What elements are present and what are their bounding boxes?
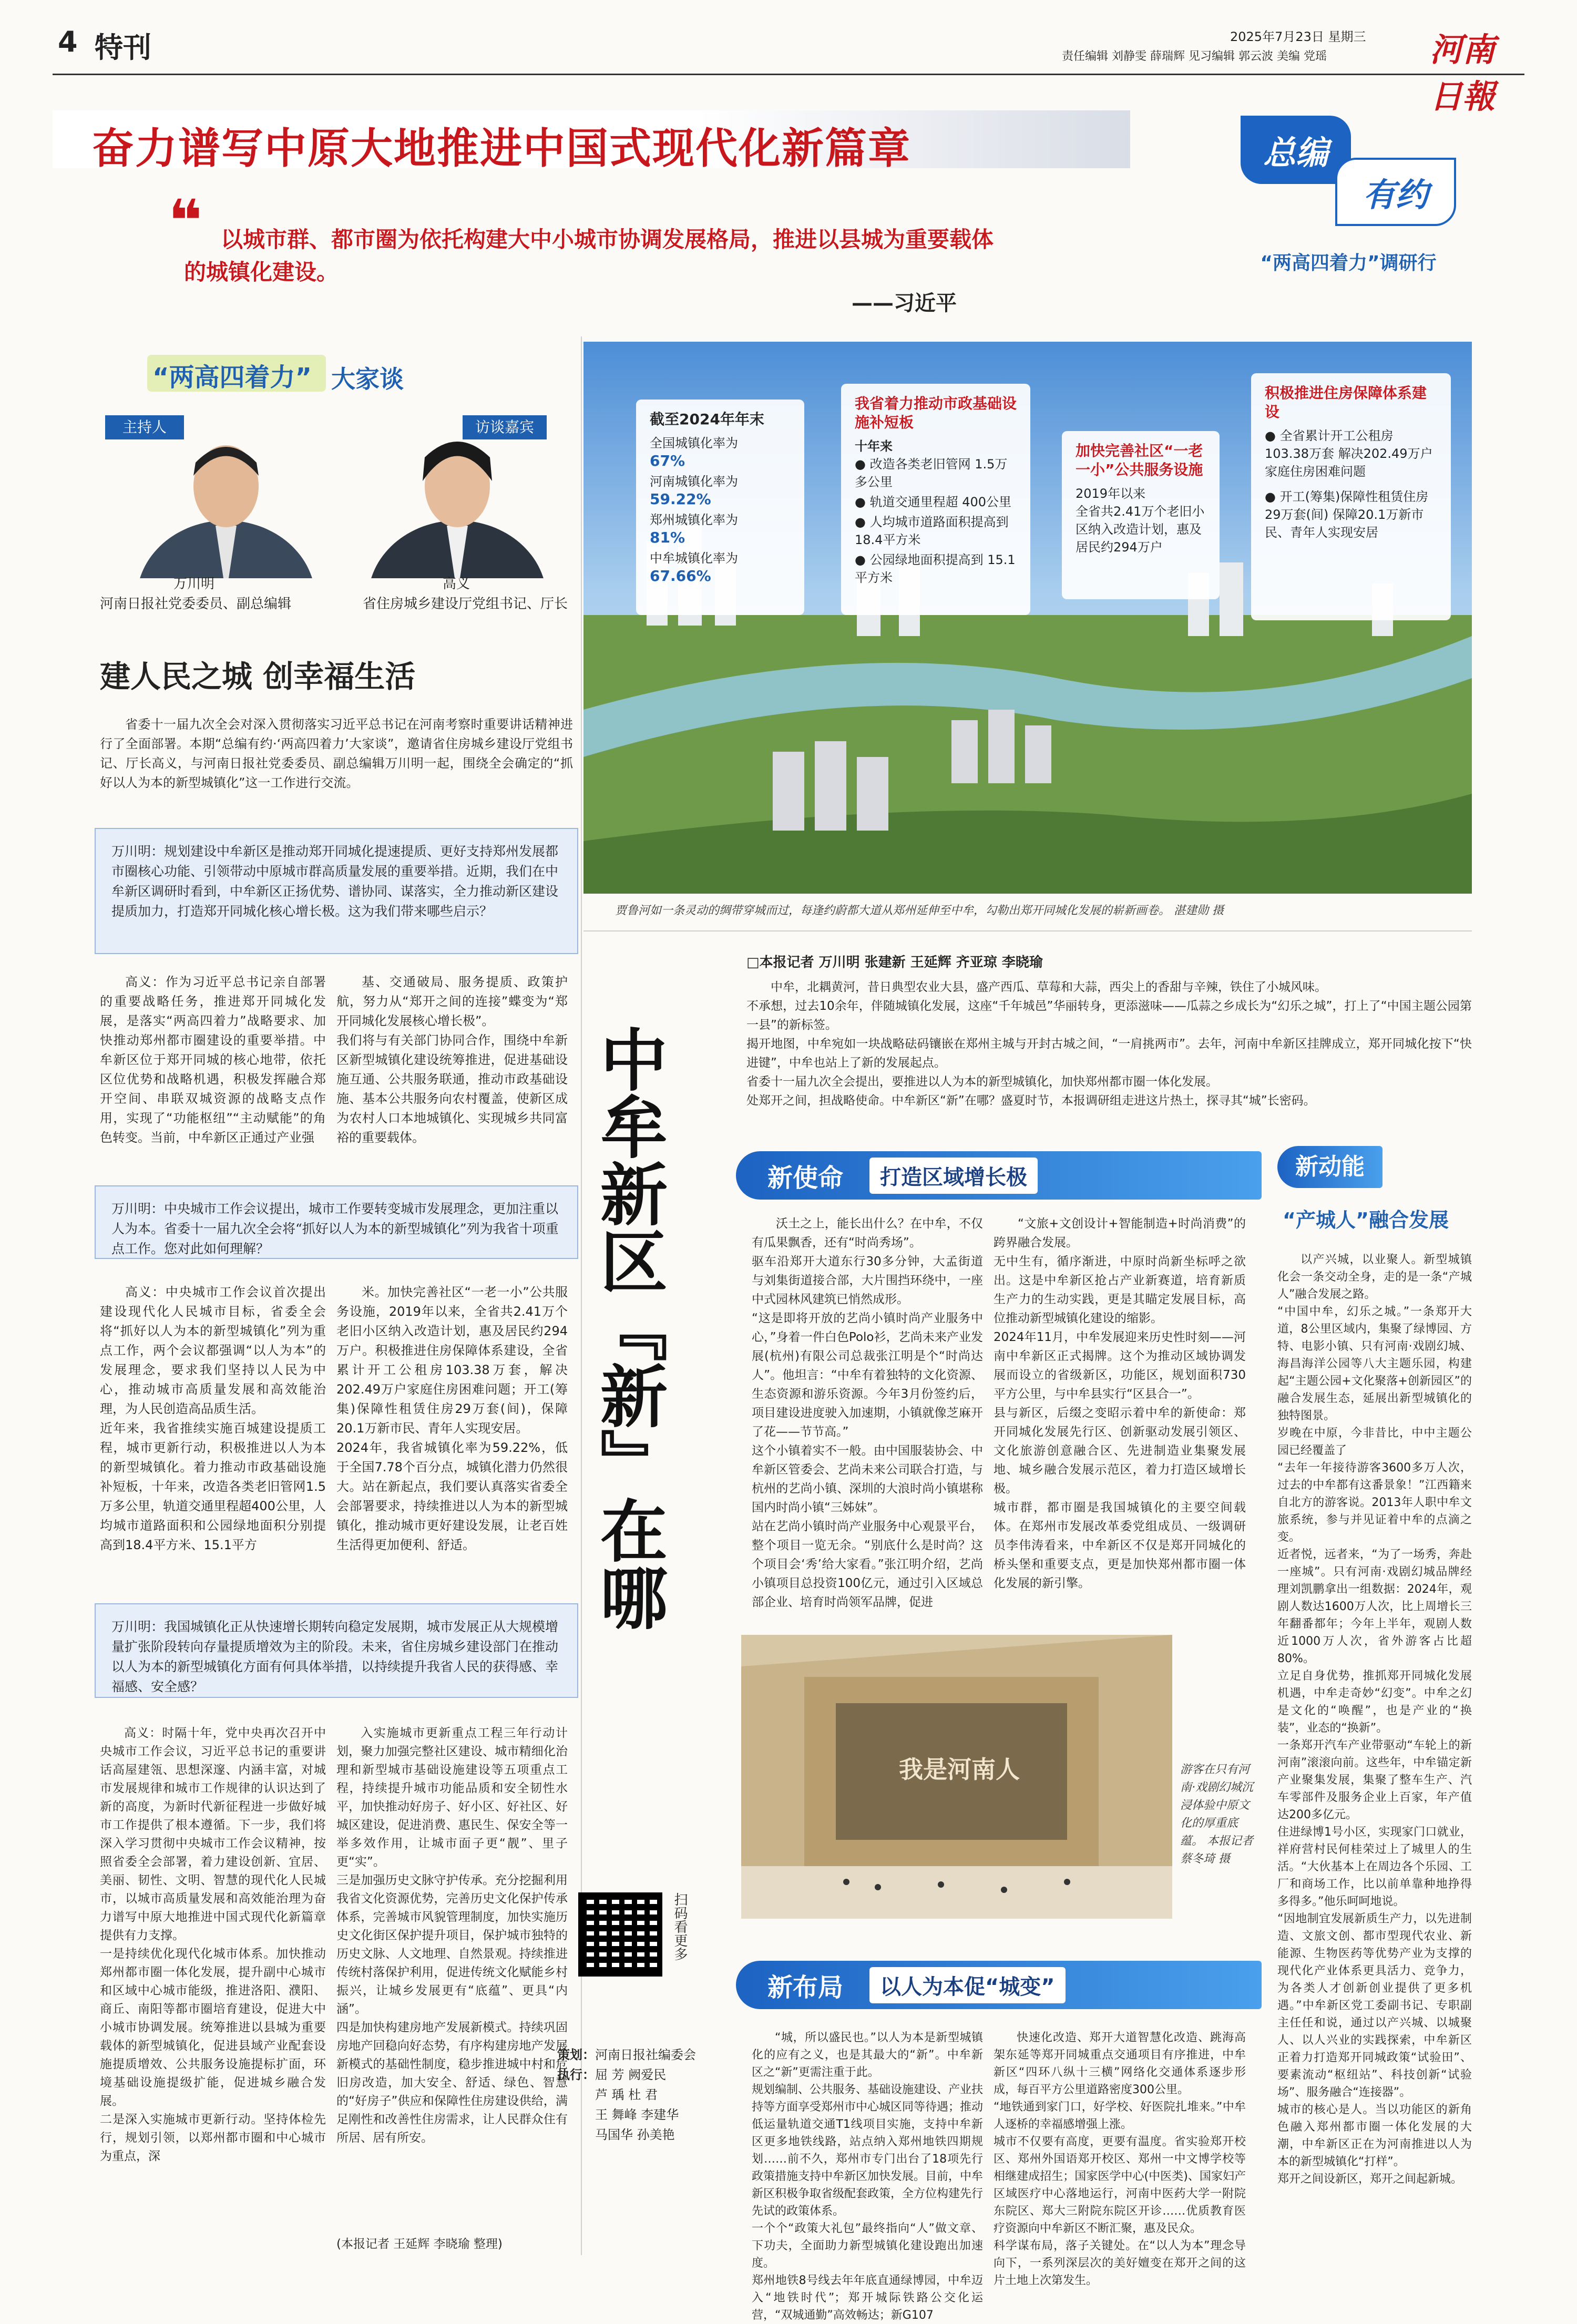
- answer-2-col1: [100, 1283, 326, 1555]
- answer-1-col1-text: 高义：作为习近平总书记亲自部署的重要战略任务，推进郑开同城化发展，是落实“两高四着力”战略要求、加快推动郑州都市圈建设的重要举措。中牟新区位于郑开同城的核心地带，依托区位优势和战略机遇，积极发挥融合郑开空间、串联双城资源的战略支点作用，实现了“功能枢纽”“主动赋能”的角色转变。当前，中牟新区正通过产业强: [100, 975, 326, 1145]
- section3-col2-text: 快速化改造、郑开大道智慧化改造、跳海高架东延等郑开同城重点交通项目有序推进，中牟新区“四环八纵十三横”网络化交通体系逐步形成，每百平方公里道路密度300公里。 “地铁通到家门口，好学校、好医院扎堆来。”中牟人逐桥的幸福感增强上涨。 城市不仅要有高度，更要有温度。省实验郑开校区、郑州外国语郑开校区、郑州一中文博学校等相继建成招生；国家医学中心(中医类)、国家妇产区域医疗中心落地运行，河南中医药大学一附院东院区、郑大三附院东院区开诊……优质教育医疗资源向中牟新区不断汇聚，惠及民众。 科学谋布局，落子关键处。在“以人为本”理念导向下，一系列深层次的美好嬗变在郑开之间的这片土地上次第发生。: [994, 2031, 1246, 2287]
- theatre-photo: [741, 1635, 1172, 1919]
- stat-box-community-text: 全省共2.41万个老旧小区纳入改造计划，惠及居民约294万户: [1076, 504, 1205, 555]
- stat-box-infrastructure: [841, 384, 1030, 615]
- answer-1-col2-text: 基、交通破局、服务提质、政策护航，努力从“郑开之间的连接”蝶变为“郑开同城化发展核心增长极”。 我们将与有关部门协同合作，围绕中牟新区新型城镇化建设统筹推进，促进基础设施互通、公共服务联通，推动市政基础设施、基本公共服务向农村覆盖，使新区成为农村人口本地城镇化、实现城乡共同富裕的重要载体。: [336, 975, 568, 1145]
- host-tag: 主持人: [105, 415, 184, 439]
- answer-3-col1-text: 高义：时隔十年，党中央再次召开中央城市工作会议，习近平总书记的重要讲话高屋建瓴、思想深邃、内涵丰富，对城市发展规律和城市工作规律的认识达到了新的高度，为新时代新征程进一步做好城市工作提供了根本遵循。下一步，我们将深入学习贯彻中央城市工作会议精神，按照省委全会部署，着力建设创新、宜居、美丽、韧性、文明、智慧的现代化人民城市，以城市高质量发展和高效能治理为奋力谱写中原大地推进中国式现代化新篇章提供有力支撑。 一是持续优化现代化城市体系。加快推动郑州都市圈一体化发展，提升副中心城市和区域中心城市能级，推进洛阳、濮阳、商丘、南阳等都市圈培育建设，促进大中小城市协调发展。统筹推进以县城为重要载体的新型城镇化，促进县域产业配套设施提质增效、公共服务设施提标扩面，环境基础设施提级扩能，促进城乡融合发展。 二是深入实施城市更新行动。坚持体检先行，规划引领，以郑州都市圈和中心城市为重点，深: [100, 1726, 326, 2163]
- section3-col1: [752, 2029, 983, 2324]
- stat-label: 河南城镇化率为: [650, 474, 738, 489]
- stat-item: [650, 549, 791, 586]
- section-new-layout-tag: 新布局: [767, 1972, 844, 2002]
- stat-item: [650, 473, 791, 509]
- series-tag-part1: 总编: [1241, 116, 1351, 184]
- section-new-momentum-tag: 新动能: [1277, 1146, 1383, 1188]
- credits-exec-row: [557, 2065, 731, 2085]
- talk-intro: [100, 715, 573, 793]
- stat-text: 轨道交通里程超 400公里: [869, 495, 1012, 509]
- stat-label: 中牟城镇化率为: [650, 551, 738, 566]
- stat-box-infrastructure-sub: 十年来: [855, 439, 893, 454]
- feature-divider: [583, 930, 1472, 931]
- answer-3-col1: [100, 1724, 326, 2166]
- section-new-mission: [736, 1151, 1262, 1200]
- credits-plan: 河南日报社编委会: [595, 2047, 696, 2062]
- stat-label: 郑州城镇化率为: [650, 513, 738, 527]
- leader-quote: 以城市群、都市圈为依托构建大中小城市协调发展格局，推进以县城为重要载体的城镇化建设。: [184, 227, 994, 285]
- stat-item: ● 开工(筹集)保障性租赁住房 29万套(间) 保障20.1万新市民、青年人实现安居: [1265, 489, 1429, 540]
- stat-text: 开工(筹集)保障性租赁住房 29万套(间) 保障20.1万新市民、青年人实现安居: [1265, 489, 1429, 540]
- series-tag-part2: 有约: [1335, 158, 1456, 226]
- feature-byline: □本报记者 万川明 张建新 王延辉 齐亚琼 李晓瑜: [746, 955, 1043, 970]
- answer-1-col2: [336, 972, 568, 1148]
- quote-author: ——习近平: [852, 291, 957, 315]
- stat-value: 67%: [650, 452, 685, 469]
- talk-banner-title: “两高四着力”: [152, 363, 312, 392]
- host-name: 万川明: [173, 576, 215, 592]
- stat-box-infrastructure-title: 我省着力推动市政基础设施补短板: [855, 395, 1017, 431]
- credits-plan-label: 策划：: [557, 2047, 595, 2062]
- guest-name: 高义: [443, 576, 470, 592]
- answer-2-col2-text: 米。加快完善社区“一老一小”公共服务设施，2019年以来，全省共2.41万个老旧小区纳入改造计划，惠及居民约294万户。积极推进住房保障体系建设，全省累计开工公租房103.38万套，解决202.49万户家庭住房困难问题；开工(筹集)保障性租赁住房29万套(间)，保障20.1万新市民、青年人实现安居。 2024年，我省城镇化率为59.22%，低于全国7.78个百分点，城镇化潜力仍然很大。站在新起点，我们要认真落实省委全会部署要求，持续推进以人为本的新型城镇化，推动城市更好建设发展，让老百姓生活得更加便利、舒适。: [336, 1285, 568, 1552]
- stat-item: ● 轨道交通里程超 400公里: [855, 495, 1012, 509]
- stat-item: ● 公园绿地面积提高到 15.1平方米: [855, 552, 1016, 585]
- answer-1-col1: [100, 972, 326, 1148]
- series-subtitle: “两高四着力”调研行: [1260, 252, 1437, 274]
- answer-3-col2: [336, 1724, 568, 2147]
- page-number: 4: [58, 25, 78, 58]
- stat-label: 全国城镇化率为: [650, 436, 738, 451]
- editor-credits: 责任编辑 刘静雯 薛瑞辉 见习编辑 郭云波 美编 党瑶: [1062, 50, 1327, 63]
- section3-col1-text: “城，所以盛民也。”以人为本是新型城镇化的应有之义，也是其最大的“新”。中牟新区之“新”更需注重于此。 规划编制、公共服务、基础设施建设、产业扶持等方面享受郑州市中心城区同等待遇；推动低运量轨道交通T1线项目实施，支持中牟新区更多地铁线路，站点纳入郑州地铁四期规划……前不久，郑州市专门出台了18项先行政策措施支持中牟新区加快发展。目前，中牟新区积极争取省级配套政策，全方位构建先行先试的政策体系。 一个个“政策大礼包”最终指向“人”做文章、下功夫，全面助力新型城镇化建设跑出加速度。 郑州地铁8号线去年年底直通绿博园，中牟迈入“地铁时代”；郑开城际铁路公交化运营，“双城通勤”高效畅达；新G107: [752, 2031, 984, 2322]
- question-2-text: 万川明：中央城市工作会议提出，城市工作要转变城市发展理念，更加注重以人为本。省委十一届九次全会将“抓好以人为本的新型城镇化”列为我省十项重点工作。您对此如何理解？: [111, 1201, 559, 1256]
- guest-title: 省住房城乡建设厅党组书记、厅长: [363, 596, 568, 612]
- guest-portrait-icon: [368, 426, 547, 578]
- section1-col1: [752, 1214, 983, 1612]
- stat-item: ● 改造各类老旧管网 1.5万多公里: [855, 457, 1008, 489]
- issue-date: 2025年7月23日 星期三: [1230, 29, 1366, 44]
- credits-exec-label: 执行：: [557, 2067, 595, 2082]
- section-new-momentum: [1272, 1146, 1472, 1241]
- stat-box-housing-title: 积极推进住房保障体系建设: [1265, 384, 1427, 421]
- stat-box-community-sub: 2019年以来: [1076, 486, 1146, 501]
- stat-box-housing: [1251, 373, 1451, 620]
- stat-item: ● 全省累计开工公租房 103.38万套 解决202.49万户 家庭住房困难问题: [1265, 428, 1433, 479]
- answer-3-col2-text: 入实施城市更新重点工程三年行动计划，聚力加强完整社区建设、城市精细化治理和新型城市基础设施建设等五项重点工程，持续提升城市功能品质和安全韧性水平，加快推动好房子、好小区、好社区、好城区建设，促进消费、惠民生、保安全等一举多效作用，让城市面子更“靓”、里子更“实”。 三是加强历史文脉守护传承。充分挖掘利用我省文化资源优势，完善历史文化保护传承体系，完善城市风貌管理制度，加快实施历史文化街区保护提升项目，保护城市独特的历史文脉、人文地理、自然景观。持续推进传统村落保护利用，促进传统文化赋能乡村振兴，让城乡发展更有“底蕴”、更具“内涵”。 四是加快构建房地产发展新模式。持续巩固房地产回稳向好态势，有序构建房地产发展新模式的基础性制度，稳步推进城中村和危旧房改造，加大安全、舒适、绿色、智慧的“好房子”供应和保障性住房建设供给，满足刚性和改善性住房需求，让人民群众住有所居、居有所安。: [336, 1726, 568, 2145]
- credits: [557, 2045, 731, 2145]
- theatre-sign: 我是河南人: [899, 1755, 1020, 1784]
- stat-text: 改造各类老旧管网 1.5万多公里: [855, 457, 1008, 489]
- section-new-mission-title: 打造区域增长极: [869, 1158, 1038, 1194]
- section3-col2: [994, 2029, 1246, 2289]
- section1-col1-text: 沃土之上，能长出什么？在中牟，不仅有瓜果飘香，还有“时尚秀场”。 驱车沿郑开大道东行30多分钟，大孟街道与刘集街道接合部，大片围挡环绕中，一座中式园林风建筑已悄然成形。 “这是即将开放的艺尚小镇时尚产业服务中心，”身着一件白色Polo衫，艺尚未来产业发展(杭州)有限公司总裁张江明是个“时尚达人”。他坦言：“中牟有着独特的文化资源、生态资源和游乐资源。今年3月份签约后，项目建设进度驶入加速期，小镇就像芝麻开了花——节节高。” 这个小镇着实不一般。由中国服装协会、中牟新区管委会、艺尚未来公司联合打造，与杭州的艺尚小镇、深圳的大浪时尚小镇堪称国内时尚小镇“三姊妹”。 站在艺尚小镇时尚产业服务中心观景平台，整个项目一览无余。“别底什么是时尚？这个项目会‘秀’给大家看。”张江明介绍，艺尚小镇项目总投资100亿元，通过引入区域总部企业、培育时尚领军品牌，促进: [752, 1217, 983, 1609]
- section-new-layout: [736, 1961, 1262, 2009]
- feature-lead: [746, 978, 1472, 1110]
- stat-item: ● 人均城市道路面积提高到 18.4平方米: [855, 515, 1009, 547]
- stat-text: 人均城市道路面积提高到 18.4平方米: [855, 515, 1009, 547]
- stat-value: 59.22%: [650, 490, 711, 508]
- talk-intro-text: 省委十一届九次全会对深入贯彻落实习近平总书记在河南考察时重要讲话精神进行了全面部署。本期“总编有约·‘两高四着力’大家谈”，邀请省住房城乡建设厅党组书记、厅长高义，与河南日报社党委委员、副总编辑万川明一起，围绕全会确定的“抓好以人为本的新型城镇化”这一工作进行交流。: [100, 717, 573, 790]
- question-1-text: 万川明：规划建设中牟新区是推动郑开同城化提速提质、更好支持郑州发展都市圈核心功能、引领带动中原城市群高质量发展的重要举措。近期，我们在中牟新区调研时看到，中牟新区正扬优势、谱协同、谋落实，全力推动新区建设提质加力，打造郑开同城化核心增长极。这为我们带来哪些启示？: [111, 844, 559, 919]
- credits-exec-name: 屈 芳 阙爱民: [595, 2067, 667, 2082]
- section1-col2-text: “文旅+文创设计+智能制造+时尚消费”的跨界融合发展。 无中生有，循序渐进，中原时尚新坐标呼之欲出。这是中牟新区抢占产业新赛道，培育新质生产力的生动实践，更是其瞄定发展目标，高位推动新型城镇化建设的缩影。 2024年11月，中牟发展迎来历史性时刻——河南中牟新区正式揭牌。这个为推动区域协调发展而设立的省级新区，功能区，规划面积730平方公里，与中牟县实行“区县合一”。 县与新区，后缀之变昭示着中牟的新使命：郑开同城化发展先行区、创新驱动发展引领区、文化旅游创意融合区、先进制造业集聚发展地、城乡融合发展示范区，着力打造区域增长极。 城市群，都市圈是我国城镇化的主要空间载体。在郑州市发展改革委党组成员、一级调研员李伟涛看来，中牟新区不仅是郑开同城化的桥头堡和重要支点，更是加快郑州都市圈一体化发展的新引擎。: [994, 1217, 1246, 1590]
- stat-item: [650, 434, 791, 470]
- stat-value: 81%: [650, 529, 685, 546]
- credits-exec-row: 芦 瑀 杜 君: [595, 2087, 658, 2102]
- question-1: [95, 828, 578, 954]
- masthead-divider: [53, 74, 1524, 75]
- talk-heading: 建人民之城 创幸福生活: [100, 659, 416, 694]
- section-new-momentum-title: “产城人”融合发展: [1283, 1209, 1449, 1232]
- question-2: [95, 1185, 578, 1259]
- talk-banner: [147, 350, 442, 397]
- answer-2-col1-text: 高义：中央城市工作会议首次提出建设现代化人民城市目标，省委全会将“抓好以人为本的新型城镇化”列为重点工作，两个会议都强调“以人为本”的发展理念，要求我们坚持以人民为中心，推动城市高质量发展和高效能治理，为人民创造高品质生活。 近年来，我省推续实施百城建设提质工程，城市更新行动，积极推进以人为本的新型城镇化。着力推动市政基础设施补短板，十年来，改造各类老旧管网1.5万多公里，轨道交通里程超400公里，人均城市道路面积和公园绿地面积分别提高到18.4平方米、15.1平方: [100, 1285, 326, 1552]
- feature-lead-text: 中牟，北耦黄河，昔日典型农业大县，盛产西瓜、草莓和大蒜，西尖上的香甜与辛辣，铁住了小城风味。 不承想，过去10余年，伴随城镇化发展，这座“千年城邑”华丽转身，更添滋味——瓜蒜之乡成长为“幻乐之城”，打上了“中国主题公园第一县”的新标签。 揭开地图，中牟宛如一块战略砝码镶嵌在郑州主城与开封古城之间，“一肩挑两市”。去年，河南中牟新区挂牌成立，郑开同城化按下“快进键”，中牟也站上了新的发展起点。 省委十一届九次全会提出，要推进以人为本的新型城镇化，加快郑州都市圈一体化发展。 处郑开之间，担战略使命。中牟新区“新”在哪？盛夏时节，本报调研组走进这片热土，探寻其“城”长密码。: [746, 980, 1472, 1108]
- qr-code[interactable]: [578, 1892, 662, 1977]
- photo-caption: 贾鲁河如一条灵动的绸带穿城而过，每逢约蔚都大道从郑州延伸至中牟，勾勒出郑开同城化发展的崭新画卷。 湛建勋 摄: [615, 904, 1224, 917]
- theatre-caption: 游客在只有河南·戏剧幻城沉浸体验中原文化的厚重底蕴。 本报记者 蔡冬琦 摄: [1180, 1763, 1253, 1866]
- qr-label: 扫码看更多: [672, 1892, 688, 1961]
- headline: 奋力谱写中原大地推进中国式现代化新篇章: [92, 124, 911, 173]
- stat-box-community: [1062, 431, 1220, 599]
- answer-2-col2: [336, 1283, 568, 1555]
- stat-item: [650, 511, 791, 547]
- host-title: 河南日报社党委委员、副总编辑: [100, 596, 292, 612]
- series-tag: [1225, 105, 1472, 279]
- section2-text-body: 以产兴城，以业聚人。新型城镇化会一条交动全身，走的是一条“产城人”融合发展之路。 “中国中牟，幻乐之城。”一条郑开大道，8公里区域内，集聚了绿博园、方特、电影小镇、只有河南·戏剧幻城、海昌海洋公园等八大主题乐园，构建起“主题公园+文化聚落+创新园区”的融合发展生态，延展出新型城镇化的独特图景。 岁晚在中原，今非昔比，中中主题公园已经覆盖了 “去年一年接待游客3600多万人次，过去的中牟都有这番景象！”江西籍来自北方的游客说。2013年人职中牟文旅系统，参与并见证着中牟的点滴之变。 近者悦，远者来，“为了一场秀，奔赴一座城”。只有河南·戏剧幻城品牌经理刘凯鹏拿出一组数据：2024年，观剧人数达1600万人次，比上周增长三年翻番都年；今年上半年，观剧人数近1000万人次，省外游客占比超80%。 立足自身优势，推抓郑开同城化发展机遇，中牟走奇妙“幻变”。中牟之幻是文化的“唤醒”，也是产业的“换装”，业态的“换新”。 一条郑开汽车产业带驱动“车轮上的新河南”滚滚向前。这些年，中牟锚定新产业聚集发展，集聚了整车生产、汽车零部件及服务企业上百家，年产值达200多亿元。 住进绿博1号小区，实现家门口就业，祥府营村民何桂荣过上了城里人的生活。“大伙基本上在周边各个乐园、工厂和商场工作，比以前单靠种地挣得多得多。”他乐呵呵地说。 “因地制宜发展新质生产力，以先进制造、文旅文创、都市型现代农业、新能源、生物医药等优势产业为支撑的现代化产业体系更具活力、竞争力，为各类人才创新创业提供了更多机遇。”中牟新区党工委副书记、专职副主任任和说，通过以产兴城、以城聚人、以人兴业的实践探索，中牟新区正着力打造郑开同城政策“试验田”、要素流动“枢纽站”、科技创新“试验场”、服务融合“连接器”。 城市的核心是人。当以功能区的新角色融入郑州都市圈一体化发展的大潮，中牟新区正在为河南推进以人为本的新型城镇化“打样”。 郑开之间设新区，郑开之间起新城。: [1277, 1253, 1472, 2186]
- credits-plan-row: [557, 2045, 731, 2065]
- credits-exec-row: 马国华 孙美艳: [595, 2127, 675, 2142]
- stat-box-urbanization-title: 截至2024年年末: [650, 411, 764, 428]
- paper-logo: 河南日報: [1430, 30, 1496, 116]
- section-new-layout-title: 以人为本促“城变”: [869, 1967, 1066, 2003]
- guest-photo: [368, 426, 547, 578]
- stat-box-urbanization: [636, 400, 804, 615]
- question-3: [95, 1603, 578, 1698]
- stat-text: 公园绿地面积提高到 15.1平方米: [855, 552, 1016, 585]
- talk-banner-suffix: 大家谈: [331, 365, 404, 393]
- host-portrait-icon: [137, 426, 315, 578]
- section2-text: [1277, 1251, 1472, 2250]
- stat-box-community-title: 加快完善社区“一老一小”公共服务设施: [1076, 442, 1203, 478]
- guest-tag: 访谈嘉宾: [463, 415, 547, 439]
- stat-value: 67.66%: [650, 567, 711, 585]
- answer-3-sign: (本报记者 王延辉 李晓瑜 整理): [336, 2237, 503, 2251]
- question-3-text: 万川明：我国城镇化正从快速增长期转向稳定发展期，城市发展正从大规模增量扩张阶段转向存量提质增效为主的阶段。未来，省住房城乡建设部门在推动以人为本的新型城镇化方面有何具体举措，以持续提升我省人民的获得感、幸福感、安全感？: [111, 1619, 559, 1694]
- host-photo: [137, 426, 315, 578]
- feature-vertical-title: 中牟新区『新』在哪: [589, 1025, 668, 1631]
- quote-mark-icon: ❝: [168, 187, 202, 254]
- section-new-mission-tag: 新使命: [767, 1163, 844, 1193]
- section1-col2: [994, 1214, 1246, 1593]
- stat-text: 全省累计开工公租房 103.38万套 解决202.49万户 家庭住房困难问题: [1265, 428, 1433, 479]
- section-name: 特刊: [95, 30, 151, 64]
- credits-exec-row: 王 舞峰 李建华: [595, 2107, 679, 2122]
- masthead: [53, 16, 1524, 116]
